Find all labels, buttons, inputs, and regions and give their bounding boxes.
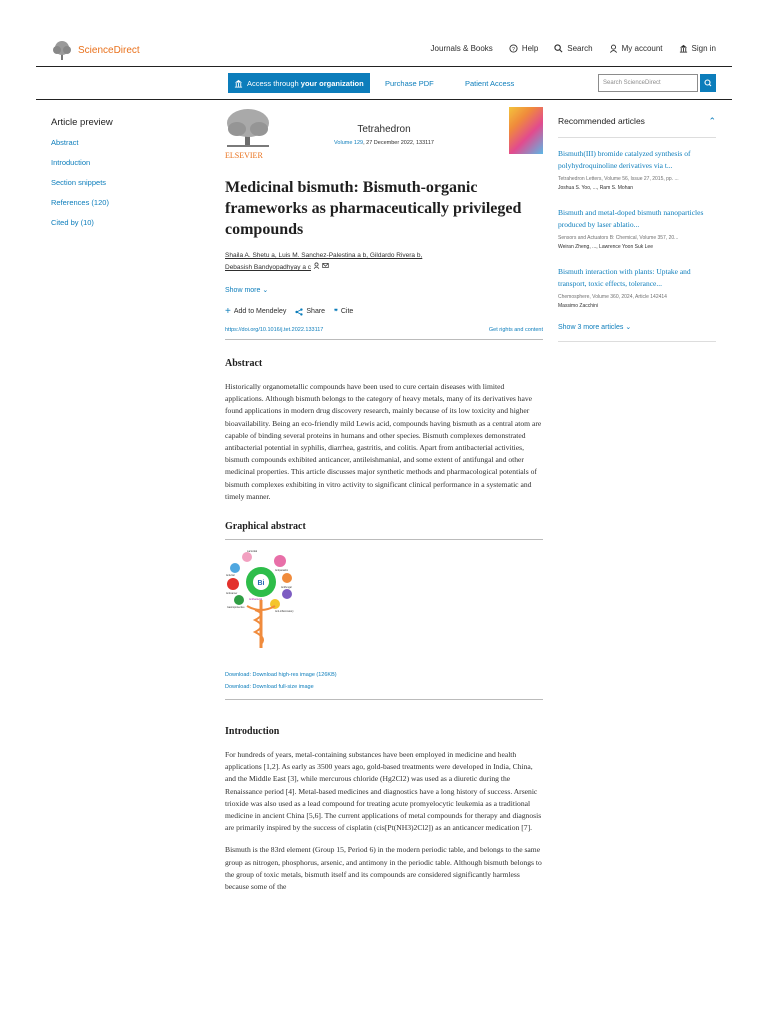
show-more-label: Show more [225, 287, 261, 294]
author-line[interactable]: Debasish Bandyopadhyay a c [225, 264, 312, 271]
journal-volume [225, 140, 543, 146]
journal-cover-image[interactable] [509, 107, 543, 154]
outline-item-section-snippets[interactable]: Section snippets [51, 178, 107, 187]
volume-details: , 27 December 2022, 133117 [363, 140, 434, 146]
user-icon[interactable] [313, 262, 320, 269]
sign-in-link[interactable] [679, 44, 716, 53]
recommended-item [558, 148, 716, 191]
chevron-down-icon: ⌄ [625, 324, 632, 331]
doi-row [225, 327, 543, 340]
download-hires-link[interactable]: Download: Download high-res image (126KB) [225, 672, 337, 679]
ga-label: Antiparasitic [275, 569, 289, 573]
search-icon [554, 44, 563, 53]
show-more-button[interactable] [225, 286, 543, 294]
article-actions [225, 306, 543, 317]
graphical-abstract-image[interactable] [225, 548, 297, 650]
outline-heading: Article preview [51, 117, 113, 128]
article-main [225, 105, 543, 893]
cite-label: Cite [340, 308, 354, 315]
share-label: Share [306, 308, 326, 315]
search-link[interactable] [554, 44, 592, 53]
access-bar [36, 67, 732, 100]
plus-icon: + [225, 306, 231, 317]
email-icon[interactable] [322, 262, 329, 269]
purchase-pdf-link[interactable]: Purchase PDF [385, 79, 434, 88]
recommended-title-link[interactable]: Bismuth and metal-doped bismuth nanoparticles produced by laser ablatio... [558, 208, 704, 229]
rights-link[interactable]: Get rights and content [488, 327, 543, 333]
ga-label: Antiviral [226, 574, 235, 578]
top-nav [431, 44, 716, 53]
user-icon [609, 44, 618, 53]
outline-item-abstract[interactable]: Abstract [51, 138, 79, 147]
ga-label: Anticancer [226, 592, 238, 596]
ga-label: Antifungal [281, 586, 292, 590]
search-input[interactable]: Search ScienceDirect [598, 74, 698, 92]
elsevier-tree-icon [51, 40, 73, 60]
add-to-mendeley-button[interactable] [225, 306, 286, 317]
introduction-heading: Introduction [225, 726, 280, 738]
institution-icon [234, 79, 243, 88]
nav-label: My account [621, 44, 663, 53]
introduction-paragraph-2: Bismuth is the 83rd element (Group 15, Period 6) in the modern periodic table, and belongs to the same group as nitrogen, phosphorus, arsenic, and antimony in the periodic table. Although bismuth belongs to the group of toxic metals, bismuth itself and its compounds are considered significantly harmless because some of the [225, 845, 542, 892]
access-through-organization-button[interactable] [228, 73, 370, 93]
nav-label: Sign in [691, 44, 716, 53]
download-fullsize-link[interactable]: Download: Download full-size image [225, 684, 314, 691]
my-account-link[interactable] [609, 44, 663, 53]
help-circle-icon [509, 44, 518, 53]
help-link[interactable] [509, 44, 538, 53]
recommended-authors: Massimo Zacchini [558, 303, 599, 309]
introduction-paragraph-1: For hundreds of years, metal-containing substances have been employed in medicine and health applications [1,2]. As early as 3500 years ago, gold-based treatments were developed in India, China, and the Middle East [3], while mercurous chloride (Hg2Cl2) was used as a diuretic during the Renaissance period [4]. Metal-based medicines and diagnostics have a long history of success. Arsenic trioxide was also used as a lead compound for treating acute promyelocytic leukemia as a traditional medicine in ancient China [5,6]. The current applications of metal compounds for therapy and diagnosis are primarily inspired by the success of cisplatin (cis[Pt(NH3)2Cl2]) as an anticancer medication [7]. [225, 750, 542, 833]
volume-link[interactable]: Volume 129 [334, 140, 364, 146]
article-outline [51, 117, 191, 238]
search-button[interactable] [700, 74, 716, 92]
cite-button[interactable] [334, 308, 353, 316]
recommended-heading: Recommended articles [558, 116, 645, 126]
author-line[interactable]: Shaila A. Shetu a, Luis M. Sanchez-Palestina a b, Gildardo Rivera b, [225, 252, 423, 259]
graphical-abstract-heading: Graphical abstract [225, 521, 543, 540]
abstract-heading: Abstract [225, 358, 263, 369]
access-prefix: Access through [247, 78, 301, 88]
recommended-source: Chemosphere, Volume 360, 2024, Article 142414 [558, 294, 667, 300]
recommended-title-link[interactable]: Bismuth(III) bromide catalyzed synthesis of polyhydroquinoline derivatives via t... [558, 149, 691, 170]
chevron-up-icon[interactable]: ⌃ [708, 116, 716, 126]
ga-label: Anti-inflammatory [275, 610, 294, 614]
author-list [225, 250, 543, 274]
patient-access-link[interactable]: Patient Access [465, 79, 515, 88]
article-title: Medicinal bismuth: Bismuth-organic frameworks as pharmaceutically privileged compounds [225, 179, 522, 238]
recommended-articles-panel [558, 116, 716, 342]
quote-icon: ❞ [334, 308, 338, 316]
nav-label: Search [567, 44, 593, 53]
recommended-source: Tetrahedron Letters, Volume 56, Issue 27, 2015, pp. ... [558, 176, 679, 182]
publisher-name: ELSEVIER [225, 151, 263, 160]
recommended-title-link[interactable]: Bismuth interaction with plants: Uptake and transport, toxic effects, tolerance... [558, 267, 691, 288]
recommended-header[interactable] [558, 116, 716, 138]
outline-item-introduction[interactable]: Introduction [51, 158, 91, 167]
show-more-articles-label: Show 3 more articles [558, 324, 624, 331]
recommended-source: Sensors and Actuators B: Chemical, Volume 357, 20... [558, 235, 679, 241]
share-icon [295, 308, 303, 316]
access-bold: your organization [300, 78, 364, 88]
recommended-authors: Joshua S. Yoo, ..., Ram S. Mohan [558, 185, 634, 191]
journal-header [225, 105, 543, 163]
show-more-articles-button[interactable] [558, 323, 716, 342]
outline-item-references[interactable]: References (120) [51, 198, 109, 207]
top-header [36, 0, 732, 67]
ga-label: Antibacterial [249, 598, 263, 602]
mendeley-label: Add to Mendeley [233, 308, 287, 315]
svg-text:?: ? [511, 46, 515, 53]
brand-name: ScienceDirect [78, 44, 140, 56]
recommended-item [558, 266, 716, 309]
journals-books-link[interactable] [431, 44, 493, 53]
nav-label: Help [521, 44, 539, 53]
recommended-authors: Weiran Zheng, ..., Lawrence Yoon Suk Lee [558, 244, 653, 250]
abstract-text: Historically organometallic compounds have been used to cure certain diseases with limited applications. Although bismuth belongs to the category of heavy metals, many of its derivatives have found applications in modern drug discovery research, mainly because of its low toxicity and higher bioavailability. Being an eco-friendly mild Lewis acid, compounds having bismuth as a central atom are capable of binding several proteins in humans and other species. Bismuth complexes demonstrated antibacterial potential in syphilis, diarrhea, gastritis, and colitis. Apart from antibacterial activities, bismuth compounds exhibited anticancer, antileishmanial, and some extent of antifungal and other medicinal properties. This article discusses major synthetic methods and pharmacological potentials of bismuth complexes exhibiting in vitro activity to significant clinical performance in a systematic and timely manner. [225, 382, 542, 501]
ga-center-label: Bi [257, 580, 265, 588]
outline-item-cited-by[interactable]: Cited by (10) [51, 218, 94, 227]
download-links [225, 669, 543, 700]
recommended-item [558, 207, 716, 250]
share-button[interactable] [295, 308, 325, 316]
sciencedirect-logo[interactable] [51, 40, 140, 60]
ga-label: Gastroprotective [227, 606, 245, 610]
ga-label: Larvicidal [247, 550, 258, 554]
doi-link[interactable]: https://doi.org/10.1016/j.tet.2022.133117 [225, 327, 324, 333]
chevron-down-icon: ⌄ [262, 287, 269, 294]
institution-icon [679, 44, 688, 53]
journal-title[interactable]: Tetrahedron [357, 124, 411, 135]
search-icon [700, 74, 716, 92]
nav-label: Journals & Books [430, 44, 493, 53]
